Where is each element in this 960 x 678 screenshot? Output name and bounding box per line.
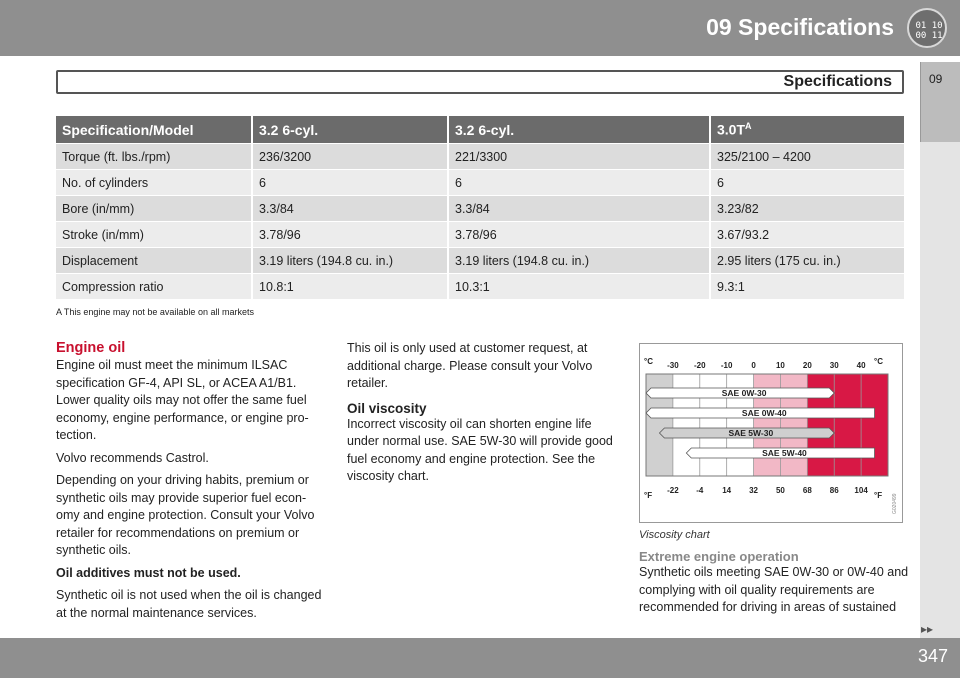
table-row (56, 169, 904, 195)
table-cell: 236/3200 (253, 143, 449, 169)
table-row (56, 247, 904, 273)
table-cell: 3.19 liters (194.8 cu. in.) (253, 247, 449, 273)
table-footnote (56, 307, 254, 317)
footnote-text: This engine may not be available on all markets (63, 307, 254, 317)
chapter-tab-label: 09 (929, 72, 943, 86)
table-cell: 325/2100 – 4200 (711, 143, 904, 169)
chart-caption: Viscosity chart (639, 529, 710, 541)
table-header-label: 3.0T (717, 121, 746, 138)
table-row (56, 195, 904, 221)
figure-code: G020499 (892, 493, 898, 514)
footnote-mark: A (56, 307, 62, 317)
footer-bar (0, 638, 960, 678)
table-cell: 10.8:1 (253, 273, 449, 299)
engine-spec-table (56, 116, 904, 299)
chapter-title: 09 Specifications (706, 14, 894, 40)
fahrenheit-unit-left: °F (644, 491, 653, 500)
table-row (56, 143, 904, 169)
viscosity-bar-label: SAE 0W-30 (721, 388, 767, 398)
table-row (56, 273, 904, 299)
table-row (56, 221, 904, 247)
extreme-operation-heading: Extreme engine operation (639, 549, 799, 564)
celsius-tick-label: -10 (720, 361, 733, 370)
viscosity-bar-label: SAE 5W-30 (728, 428, 774, 438)
celsius-tick-label: 40 (856, 361, 866, 370)
continued-arrows-icon: ▸▸ (921, 622, 934, 636)
table-cell: 6 (711, 169, 904, 195)
table-header (711, 116, 904, 143)
fahrenheit-tick-label: 104 (854, 486, 868, 495)
fahrenheit-unit-right: °F (874, 491, 883, 500)
table-cell: 3.78/96 (253, 221, 449, 247)
page-number: 347 (917, 646, 948, 666)
viscosity-chart (640, 344, 902, 522)
header-bar (0, 0, 960, 56)
paragraph: Synthetic oil is not used when the oil is changed at the normal maintenance services. (56, 588, 322, 620)
celsius-tick-label: 20 (802, 361, 812, 370)
viscosity-bar-label: SAE 5W-40 (762, 448, 807, 458)
paragraph: Volvo recommends Castrol. (56, 450, 209, 465)
chapter-tab[interactable] (920, 62, 960, 142)
fahrenheit-tick-label: -22 (667, 486, 679, 495)
row-label: Bore (in/mm) (56, 195, 253, 221)
section-title: Specifications (783, 73, 892, 90)
fahrenheit-tick-label: 86 (829, 486, 839, 495)
celsius-unit-left: °C (644, 357, 653, 366)
table-cell: 3.23/82 (711, 195, 904, 221)
column-engine-oil (56, 340, 324, 627)
column-viscosity (347, 340, 615, 491)
side-strip (920, 142, 960, 638)
table-cell: 221/3300 (449, 143, 711, 169)
celsius-tick-label: -20 (693, 361, 706, 370)
paragraph: Synthetic oils meeting SAE 0W-30 or 0W-40 and complying with oil quality requirements are recommended for driving in areas of sustained (639, 565, 909, 614)
table-cell: 3.3/84 (449, 195, 711, 221)
svg-text:01 10: 01 10 (915, 21, 943, 31)
celsius-tick-label: 0 (751, 361, 756, 370)
engine-oil-heading: Engine oil (56, 340, 126, 356)
paragraph: Depending on your driving habits, premium or synthetic oils may provide superior fuel econ-omy and engine protection. Consult your Volvo retailer for recommendations on premium or synthetic oils. (56, 473, 315, 557)
fahrenheit-tick-label: -4 (696, 486, 704, 495)
temperature-zone (861, 374, 888, 476)
table-cell: 3.19 liters (194.8 cu. in.) (449, 247, 711, 273)
table-cell: 3.78/96 (449, 221, 711, 247)
column-extreme-operation (639, 549, 909, 622)
fahrenheit-tick-label: 32 (749, 486, 759, 495)
footnote-marker: A (745, 121, 752, 132)
table-header: Specification/Model (56, 116, 253, 143)
fahrenheit-tick-label: 50 (775, 486, 785, 495)
table-cell: 9.3:1 (711, 273, 904, 299)
paragraph: Incorrect viscosity oil can shorten engine life under normal use. SAE 5W-30 will provide good fuel economy and engine protection. See the viscosity chart. (347, 416, 613, 483)
row-label: Compression ratio (56, 273, 253, 299)
fahrenheit-tick-label: 14 (722, 486, 732, 495)
row-label: No. of cylinders (56, 169, 253, 195)
table-cell: 6 (449, 169, 711, 195)
table-header: 3.2 6-cyl. (253, 116, 449, 143)
paragraph: Engine oil must meet the minimum ILSAC specification GF-4, API SL, or ACEA A1/B1. Lower quality oils may not offer the same fuel economy, engine performance, or engine pro-tection. (56, 358, 309, 442)
table-cell: 2.95 liters (175 cu. in.) (711, 247, 904, 273)
celsius-tick-label: -30 (667, 361, 679, 370)
paragraph: This oil is only used at customer request, at additional charge. Please consult your Volvo retailer. (347, 341, 593, 390)
viscosity-bar-label: SAE 0W-40 (741, 408, 787, 418)
table-cell: 3.67/93.2 (711, 221, 904, 247)
table-cell: 6 (253, 169, 449, 195)
fahrenheit-tick-label: 68 (802, 486, 812, 495)
specifications-icon (907, 8, 947, 48)
table-cell: 3.3/84 (253, 195, 449, 221)
warning-paragraph: Oil additives must not be used. (56, 565, 241, 580)
celsius-tick-label: 30 (829, 361, 839, 370)
celsius-unit-right: °C (874, 357, 883, 366)
celsius-tick-label: 10 (775, 361, 785, 370)
row-label: Torque (ft. lbs./rpm) (56, 143, 253, 169)
section-header (56, 70, 904, 94)
svg-text:00 11: 00 11 (915, 31, 943, 41)
row-label: Stroke (in/mm) (56, 221, 253, 247)
viscosity-chart-frame (639, 343, 903, 523)
table-header: 3.2 6-cyl. (449, 116, 711, 143)
table-cell: 10.3:1 (449, 273, 711, 299)
oil-viscosity-heading: Oil viscosity (347, 400, 427, 416)
row-label: Displacement (56, 247, 253, 273)
table-header-row (56, 116, 904, 143)
